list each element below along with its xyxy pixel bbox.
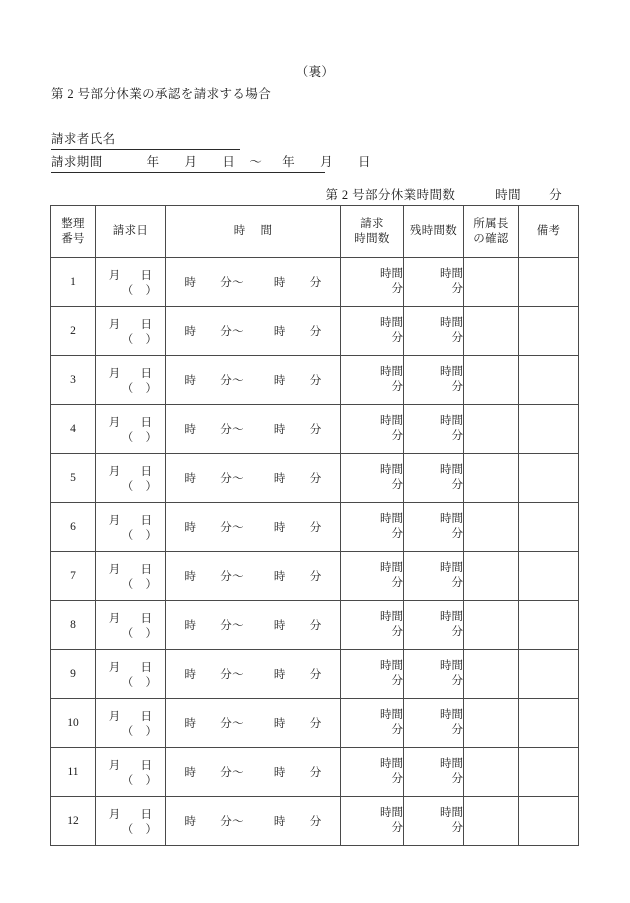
row-remaining-hours-unit: 時間 [440, 512, 463, 525]
row-date-paren-close: ） [145, 530, 158, 542]
row-remaining-minutes-unit: 分 [451, 577, 463, 589]
period-day-start: 日 [222, 155, 236, 169]
period-month-start: 月 [184, 155, 198, 169]
row-date-day: 日 [140, 662, 153, 674]
row-date-paren-close: ） [145, 726, 158, 738]
row-remaining-minutes-unit: 分 [451, 283, 463, 295]
row-remaining-hours-cell[interactable] [404, 797, 464, 846]
row-requested-minutes-unit: 分 [391, 724, 403, 736]
row-time-cell[interactable] [166, 258, 341, 307]
table-row [51, 454, 579, 503]
row-time-minute-start: 分～ [220, 277, 244, 289]
row-date-paren-open: （ [121, 481, 134, 493]
row-remaining-hours-cell[interactable] [404, 650, 464, 699]
row-remaining-minutes-unit: 分 [451, 332, 463, 344]
row-requested-hours-unit: 時間 [380, 316, 403, 329]
row-remaining-hours-unit: 時間 [440, 659, 463, 672]
side-mark: （裏） [295, 65, 335, 79]
row-remaining-hours-unit: 時間 [440, 365, 463, 378]
column-header-number-line1: 整理 [61, 217, 85, 230]
row-time-hour-start: 時 [184, 473, 197, 485]
row-time-cell[interactable] [166, 454, 341, 503]
row-requested-minutes-unit: 分 [391, 626, 403, 638]
table-body [51, 258, 579, 846]
row-requested-hours-unit: 時間 [380, 414, 403, 427]
row-date-paren-close: ） [145, 775, 158, 787]
row-date-month: 月 [108, 319, 121, 331]
row-time-minute-end: 分 [309, 620, 322, 632]
row-time-minute-end: 分 [309, 718, 322, 730]
row-date-cell[interactable] [96, 356, 166, 405]
row-time-cell[interactable] [166, 797, 341, 846]
table-row [51, 356, 579, 405]
row-time-minute-end: 分 [309, 816, 322, 828]
row-number: 2 [51, 307, 96, 356]
row-date-day: 日 [140, 760, 153, 772]
column-header-date: 請求日 [96, 206, 166, 258]
row-time-hour-start: 時 [184, 718, 197, 730]
row-requested-hours-cell[interactable] [341, 307, 404, 356]
row-chief-confirmation-cell[interactable] [464, 650, 519, 699]
row-time-hour-end: 時 [273, 767, 286, 779]
row-date-paren-open: （ [121, 775, 134, 787]
row-requested-hours-unit: 時間 [380, 659, 403, 672]
row-time-minute-start: 分～ [220, 620, 244, 632]
column-header-chief-confirmation [464, 206, 519, 258]
table-row [51, 650, 579, 699]
table-row [51, 307, 579, 356]
row-number: 9 [51, 650, 96, 699]
column-header-number [51, 206, 96, 258]
row-date-paren-close: ） [145, 334, 158, 346]
row-date-cell[interactable] [96, 552, 166, 601]
row-time-cell[interactable] [166, 552, 341, 601]
row-time-minute-end: 分 [309, 571, 322, 583]
row-date-paren-open: （ [121, 530, 134, 542]
row-remaining-hours-cell[interactable] [404, 552, 464, 601]
row-time-hour-start: 時 [184, 571, 197, 583]
row-time-hour-start: 時 [184, 424, 197, 436]
row-time-cell[interactable] [166, 503, 341, 552]
row-remaining-hours-cell[interactable] [404, 405, 464, 454]
row-time-minute-start: 分～ [220, 767, 244, 779]
row-time-minute-start: 分～ [220, 473, 244, 485]
column-header-chief-line2: の確認 [473, 232, 509, 245]
row-date-month: 月 [108, 417, 121, 429]
row-note-cell[interactable] [519, 454, 579, 503]
row-time-hour-end: 時 [273, 620, 286, 632]
row-time-cell[interactable] [166, 650, 341, 699]
table-row [51, 601, 579, 650]
row-time-minute-start: 分～ [220, 522, 244, 534]
row-time-hour-end: 時 [273, 669, 286, 681]
row-date-paren-open: （ [121, 628, 134, 640]
row-date-cell[interactable] [96, 601, 166, 650]
row-number: 7 [51, 552, 96, 601]
row-requested-hours-unit: 時間 [380, 512, 403, 525]
row-date-paren-close: ） [145, 824, 158, 836]
table-row [51, 699, 579, 748]
row-date-paren-close: ） [145, 677, 158, 689]
row-chief-confirmation-cell[interactable] [464, 748, 519, 797]
row-date-month: 月 [108, 760, 121, 772]
row-requested-minutes-unit: 分 [391, 430, 403, 442]
row-date-month: 月 [108, 564, 121, 576]
table-row [51, 552, 579, 601]
total-minutes-unit: 分 [549, 188, 562, 202]
row-number: 1 [51, 258, 96, 307]
column-header-requested-line2: 時間数 [354, 232, 390, 245]
row-time-hour-end: 時 [273, 718, 286, 730]
row-note-cell[interactable] [519, 258, 579, 307]
period-day-end: 日 [358, 155, 371, 169]
total-hours-label: 第 2 号部分休業時間数 [325, 188, 456, 202]
row-chief-confirmation-cell[interactable] [464, 405, 519, 454]
row-remaining-hours-unit: 時間 [440, 757, 463, 770]
row-date-day: 日 [140, 711, 153, 723]
row-time-minute-start: 分～ [220, 718, 244, 730]
row-chief-confirmation-cell[interactable] [464, 454, 519, 503]
row-time-hour-end: 時 [273, 473, 286, 485]
row-remaining-hours-unit: 時間 [440, 708, 463, 721]
claim-period-field[interactable] [51, 152, 371, 173]
row-time-cell[interactable] [166, 748, 341, 797]
row-date-month: 月 [108, 368, 121, 380]
table-row [51, 503, 579, 552]
row-time-hour-end: 時 [273, 816, 286, 828]
row-time-minute-start: 分～ [220, 669, 244, 681]
row-date-paren-close: ） [145, 432, 158, 444]
row-chief-confirmation-cell[interactable] [464, 552, 519, 601]
row-chief-confirmation-cell[interactable] [464, 503, 519, 552]
row-number: 6 [51, 503, 96, 552]
row-note-cell[interactable] [519, 699, 579, 748]
row-remaining-minutes-unit: 分 [451, 479, 463, 491]
row-date-paren-open: （ [121, 824, 134, 836]
row-time-hour-start: 時 [184, 277, 197, 289]
row-remaining-hours-unit: 時間 [440, 463, 463, 476]
row-requested-hours-cell[interactable] [341, 699, 404, 748]
row-date-day: 日 [140, 417, 153, 429]
row-time-minute-end: 分 [309, 424, 322, 436]
row-date-day: 日 [140, 564, 153, 576]
row-date-month: 月 [108, 809, 121, 821]
row-date-paren-open: （ [121, 285, 134, 297]
period-year-end: 年 [282, 155, 296, 169]
row-time-cell[interactable] [166, 356, 341, 405]
row-chief-confirmation-cell[interactable] [464, 601, 519, 650]
row-date-day: 日 [140, 368, 153, 380]
row-remaining-hours-cell[interactable] [404, 258, 464, 307]
column-header-requested-hours [341, 206, 404, 258]
row-time-hour-end: 時 [273, 326, 286, 338]
row-requested-minutes-unit: 分 [391, 283, 403, 295]
row-remaining-hours-cell[interactable] [404, 356, 464, 405]
row-note-cell[interactable] [519, 552, 579, 601]
row-date-month: 月 [108, 466, 121, 478]
row-requested-hours-unit: 時間 [380, 365, 403, 378]
row-remaining-minutes-unit: 分 [451, 381, 463, 393]
row-date-day: 日 [140, 466, 153, 478]
row-requested-minutes-unit: 分 [391, 773, 403, 785]
row-requested-hours-cell[interactable] [341, 258, 404, 307]
row-date-paren-close: ） [145, 481, 158, 493]
row-date-cell[interactable] [96, 454, 166, 503]
row-time-hour-start: 時 [184, 669, 197, 681]
table-row [51, 748, 579, 797]
row-requested-hours-unit: 時間 [380, 806, 403, 819]
row-remaining-hours-unit: 時間 [440, 316, 463, 329]
row-time-cell[interactable] [166, 405, 341, 454]
row-chief-confirmation-cell[interactable] [464, 356, 519, 405]
row-time-hour-end: 時 [273, 522, 286, 534]
period-tilde: ～ [249, 155, 263, 169]
row-remaining-minutes-unit: 分 [451, 724, 463, 736]
row-time-minute-end: 分 [309, 669, 322, 681]
row-date-paren-open: （ [121, 383, 134, 395]
row-remaining-hours-unit: 時間 [440, 561, 463, 574]
row-time-minute-start: 分～ [220, 424, 244, 436]
row-date-cell[interactable] [96, 748, 166, 797]
row-note-cell[interactable] [519, 797, 579, 846]
claimant-name-label: 請求者氏名 [51, 132, 116, 146]
row-date-cell[interactable] [96, 405, 166, 454]
row-remaining-hours-cell[interactable] [404, 601, 464, 650]
row-requested-hours-unit: 時間 [380, 757, 403, 770]
row-remaining-hours-unit: 時間 [440, 806, 463, 819]
row-time-hour-end: 時 [273, 277, 286, 289]
row-remaining-minutes-unit: 分 [451, 822, 463, 834]
row-date-month: 月 [108, 515, 121, 527]
row-date-month: 月 [108, 662, 121, 674]
row-requested-hours-cell[interactable] [341, 797, 404, 846]
column-header-requested-line1: 請求 [360, 217, 384, 230]
row-date-cell[interactable] [96, 258, 166, 307]
row-date-paren-open: （ [121, 726, 134, 738]
row-date-month: 月 [108, 613, 121, 625]
row-number: 12 [51, 797, 96, 846]
row-remaining-minutes-unit: 分 [451, 430, 463, 442]
row-number: 3 [51, 356, 96, 405]
row-chief-confirmation-cell[interactable] [464, 699, 519, 748]
row-time-minute-start: 分～ [220, 816, 244, 828]
row-date-paren-open: （ [121, 579, 134, 591]
row-date-day: 日 [140, 270, 153, 282]
row-date-month: 月 [108, 711, 121, 723]
row-remaining-hours-cell[interactable] [404, 699, 464, 748]
row-time-hour-start: 時 [184, 522, 197, 534]
row-date-day: 日 [140, 319, 153, 331]
row-time-minute-end: 分 [309, 326, 322, 338]
claimant-name-field[interactable] [51, 129, 240, 150]
row-date-cell[interactable] [96, 699, 166, 748]
row-time-hour-start: 時 [184, 816, 197, 828]
row-requested-minutes-unit: 分 [391, 577, 403, 589]
row-requested-minutes-unit: 分 [391, 381, 403, 393]
row-remaining-hours-unit: 時間 [440, 414, 463, 427]
row-requested-hours-cell[interactable] [341, 552, 404, 601]
row-requested-minutes-unit: 分 [391, 528, 403, 540]
row-requested-hours-cell[interactable] [341, 650, 404, 699]
claim-period-label: 請求期間 [51, 155, 103, 169]
row-note-cell[interactable] [519, 503, 579, 552]
row-time-hour-start: 時 [184, 375, 197, 387]
row-time-hour-end: 時 [273, 424, 286, 436]
row-note-cell[interactable] [519, 356, 579, 405]
row-requested-hours-cell[interactable] [341, 601, 404, 650]
row-time-minute-end: 分 [309, 522, 322, 534]
row-time-minute-end: 分 [309, 473, 322, 485]
row-time-minute-start: 分～ [220, 326, 244, 338]
row-requested-minutes-unit: 分 [391, 822, 403, 834]
table-header-row [51, 206, 579, 258]
row-requested-hours-unit: 時間 [380, 708, 403, 721]
claim-records-table [50, 205, 579, 846]
row-requested-hours-unit: 時間 [380, 463, 403, 476]
period-year-start: 年 [146, 155, 160, 169]
row-requested-hours-unit: 時間 [380, 267, 403, 280]
row-remaining-minutes-unit: 分 [451, 528, 463, 540]
row-requested-minutes-unit: 分 [391, 479, 403, 491]
row-note-cell[interactable] [519, 748, 579, 797]
row-time-hour-end: 時 [273, 375, 286, 387]
row-remaining-hours-cell[interactable] [404, 454, 464, 503]
row-requested-hours-cell[interactable] [341, 405, 404, 454]
row-date-day: 日 [140, 613, 153, 625]
row-note-cell[interactable] [519, 405, 579, 454]
row-time-cell[interactable] [166, 699, 341, 748]
row-number: 10 [51, 699, 96, 748]
row-requested-hours-cell[interactable] [341, 454, 404, 503]
row-time-hour-end: 時 [273, 571, 286, 583]
row-time-cell[interactable] [166, 307, 341, 356]
row-chief-confirmation-cell[interactable] [464, 258, 519, 307]
row-time-minute-end: 分 [309, 277, 322, 289]
row-time-minute-end: 分 [309, 767, 322, 779]
row-remaining-hours-cell[interactable] [404, 307, 464, 356]
row-remaining-hours-cell[interactable] [404, 503, 464, 552]
column-header-number-line2: 番号 [61, 232, 85, 245]
row-time-hour-start: 時 [184, 767, 197, 779]
row-number: 11 [51, 748, 96, 797]
table-row [51, 258, 579, 307]
row-date-cell[interactable] [96, 797, 166, 846]
row-date-paren-close: ） [145, 383, 158, 395]
row-requested-hours-cell[interactable] [341, 748, 404, 797]
column-header-note: 備考 [519, 206, 579, 258]
row-note-cell[interactable] [519, 601, 579, 650]
row-date-day: 日 [140, 809, 153, 821]
row-chief-confirmation-cell[interactable] [464, 307, 519, 356]
document-subtitle: 第 2 号部分休業の承認を請求する場合 [51, 87, 272, 101]
row-note-cell[interactable] [519, 307, 579, 356]
column-header-time: 時 間 [166, 206, 341, 258]
row-remaining-minutes-unit: 分 [451, 626, 463, 638]
column-header-remaining-hours: 残時間数 [404, 206, 464, 258]
row-date-cell[interactable] [96, 650, 166, 699]
total-hours-line [51, 185, 578, 203]
row-requested-hours-cell[interactable] [341, 356, 404, 405]
row-number: 4 [51, 405, 96, 454]
row-remaining-hours-cell[interactable] [404, 748, 464, 797]
row-number: 5 [51, 454, 96, 503]
row-remaining-minutes-unit: 分 [451, 773, 463, 785]
row-time-minute-start: 分～ [220, 375, 244, 387]
row-time-cell[interactable] [166, 601, 341, 650]
row-date-paren-open: （ [121, 334, 134, 346]
row-time-hour-start: 時 [184, 326, 197, 338]
row-remaining-hours-unit: 時間 [440, 610, 463, 623]
row-date-paren-open: （ [121, 677, 134, 689]
row-time-hour-start: 時 [184, 620, 197, 632]
row-date-cell[interactable] [96, 307, 166, 356]
total-hours-unit: 時間 [495, 188, 522, 202]
row-date-paren-close: ） [145, 579, 158, 591]
row-requested-minutes-unit: 分 [391, 675, 403, 687]
row-requested-hours-unit: 時間 [380, 561, 403, 574]
row-time-minute-start: 分～ [220, 571, 244, 583]
row-requested-minutes-unit: 分 [391, 332, 403, 344]
row-requested-hours-cell[interactable] [341, 503, 404, 552]
row-requested-hours-unit: 時間 [380, 610, 403, 623]
row-remaining-hours-unit: 時間 [440, 267, 463, 280]
period-month-end: 月 [320, 155, 334, 169]
row-note-cell[interactable] [519, 650, 579, 699]
row-date-paren-close: ） [145, 285, 158, 297]
row-time-minute-end: 分 [309, 375, 322, 387]
row-remaining-minutes-unit: 分 [451, 675, 463, 687]
table-row [51, 405, 579, 454]
row-date-day: 日 [140, 515, 153, 527]
row-chief-confirmation-cell[interactable] [464, 797, 519, 846]
row-number: 8 [51, 601, 96, 650]
table-row [51, 797, 579, 846]
row-date-cell[interactable] [96, 503, 166, 552]
row-date-paren-open: （ [121, 432, 134, 444]
row-date-month: 月 [108, 270, 121, 282]
row-date-paren-close: ） [145, 628, 158, 640]
column-header-chief-line1: 所属長 [473, 217, 509, 230]
